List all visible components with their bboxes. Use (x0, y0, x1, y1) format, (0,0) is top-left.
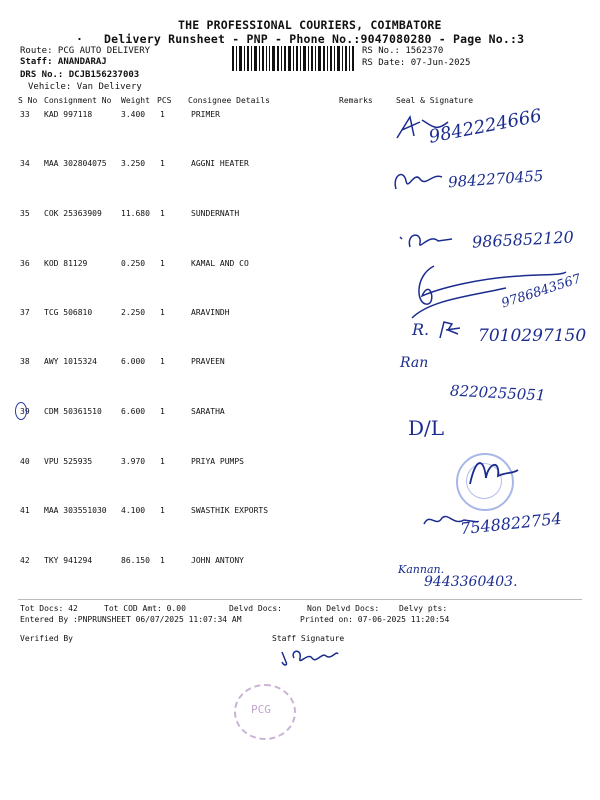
row-weight: 0.250 (121, 259, 146, 268)
col-pcs: PCS (157, 96, 172, 105)
row-consignee: SWASTHIK EXPORTS (191, 506, 269, 515)
total-docs: Tot Docs: 42 (20, 604, 78, 613)
row-sno: 38 (20, 357, 30, 366)
col-remarks: Remarks (339, 96, 373, 105)
row-pcs: 1 (160, 308, 165, 317)
signature-scribble-34 (390, 165, 450, 195)
handwritten-name-38: Ran (400, 355, 429, 371)
row-weight: 6.000 (121, 357, 146, 366)
row-consignee: JOHN ANTONY (191, 556, 244, 565)
handwritten-phone-41: 7548822754 (459, 508, 563, 539)
row-consignee: AGGNI HEATER (191, 159, 249, 168)
delivery-points: Delvy pts: (399, 604, 448, 613)
col-consignee: Consignee Details (188, 96, 270, 105)
printed-on: Printed on: 07-06-2025 11:20:54 (300, 615, 450, 624)
handwritten-dl-39: D/L (408, 416, 445, 440)
staff-signature-label: Staff Signature (272, 634, 345, 643)
rs-date: RS Date: 07-Jun-2025 (362, 58, 471, 68)
row-consignee: SUNDERNATH (191, 209, 240, 218)
row-consignee: KAMAL AND CO (191, 259, 249, 268)
row-consignment: TKY 941294 (44, 556, 93, 565)
row-consignment: AWY 1015324 (44, 357, 97, 366)
row-weight: 3.250 (121, 159, 146, 168)
row-sno: 34 (20, 159, 30, 168)
row-pcs: 1 (160, 209, 165, 218)
row-pcs: 1 (160, 457, 165, 466)
vehicle-label: Vehicle: Van Delivery (28, 82, 142, 92)
header-bullet: · (76, 32, 84, 46)
row-consignment: KAD 997118 (44, 110, 93, 119)
row-sno: 37 (20, 308, 30, 317)
row-weight: 86.150 (121, 556, 150, 565)
handwritten-name-42: Kannan. (398, 563, 445, 576)
barcode (232, 46, 354, 71)
route-label: Route: PCG AUTO DELIVERY (20, 46, 151, 56)
drs-number: DRS No.: DCJB156237003 (20, 70, 140, 80)
row-pcs: 1 (160, 556, 165, 565)
total-cod-amount: Tot COD Amt: 0.00 (104, 604, 186, 613)
staff-signature-scribble (278, 644, 342, 670)
row-consignee: ARAVINDH (191, 308, 230, 317)
row-weight: 3.400 (121, 110, 146, 119)
row-sno: 36 (20, 259, 30, 268)
verified-by-label: Verified By (20, 634, 73, 643)
row-consignment: CDM 50361510 (44, 407, 102, 416)
row-pcs: 1 (160, 159, 165, 168)
row-sno: 35 (20, 209, 30, 218)
row-pcs: 1 (160, 357, 165, 366)
row-weight: 6.600 (121, 407, 146, 416)
row-consignee: PRIYA PUMPS (191, 457, 244, 466)
handwritten-initial-37: R. (412, 320, 430, 339)
delivered-docs: Delvd Docs: (229, 604, 282, 613)
pcg-stamp-text: PCG (251, 703, 271, 716)
signature-scribble-35 (396, 225, 456, 255)
signature-scribble-40 (466, 454, 522, 488)
col-sno: S No (18, 96, 38, 105)
row-pcs: 1 (160, 407, 165, 416)
handwritten-phone-42: 9443360403. (424, 574, 518, 590)
row-weight: 11.680 (121, 209, 150, 218)
rs-number: RS No.: 1562370 (362, 46, 444, 56)
row-consignee: PRAVEEN (191, 357, 225, 366)
row-consignment: TCG 506810 (44, 308, 93, 317)
row-consignment: MAA 302804075 (44, 159, 107, 168)
row-sno: 40 (20, 457, 30, 466)
row-consignment: VPU 525935 (44, 457, 93, 466)
row-pcs: 1 (160, 259, 165, 268)
col-consignment: Consignment No (44, 96, 112, 105)
company-name: THE PROFESSIONAL COURIERS, COIMBATORE (178, 18, 442, 32)
row-pcs: 1 (160, 110, 165, 119)
row-consignee: PRIMER (191, 110, 220, 119)
handwritten-phone-37b: 7010297150 (478, 326, 587, 346)
row-consignment: COK 25363909 (44, 209, 102, 218)
non-delivered-docs: Non Delvd Docs: (307, 604, 380, 613)
signature-scribble-37 (436, 318, 466, 342)
row-sno: 41 (20, 506, 30, 515)
row-weight: 2.250 (121, 308, 146, 317)
col-seal-signature: Seal & Signature (396, 96, 474, 105)
handwritten-phone-33: 9842224666 (427, 105, 544, 148)
row-weight: 3.970 (121, 457, 146, 466)
row-weight: 4.100 (121, 506, 146, 515)
runsheet-title: Delivery Runsheet - PNP - Phone No.:9047080280 - Page No.:3 (104, 32, 525, 46)
footer-divider (18, 599, 582, 600)
row-consignment: KOD 81129 (44, 259, 88, 268)
row-39-circle-mark (15, 402, 27, 420)
handwritten-phone-37a: 9786843567 (499, 271, 584, 312)
row-consignee: SARATHA (191, 407, 225, 416)
col-weight: Weight (121, 96, 150, 105)
entered-by: Entered By :PNPRUNSHEET 06/07/2025 11:07:34 AM (20, 615, 242, 624)
row-sno: 33 (20, 110, 30, 119)
row-consignment: MAA 303551030 (44, 506, 107, 515)
row-sno: 39 (20, 407, 30, 416)
row-pcs: 1 (160, 506, 165, 515)
staff-label: Staff: ANANDARAJ (20, 57, 107, 67)
row-sno: 42 (20, 556, 30, 565)
handwritten-phone-35: 9865852120 (471, 227, 575, 252)
handwritten-phone-39: 8220255051 (449, 381, 546, 405)
handwritten-phone-34: 9842270455 (447, 166, 544, 192)
